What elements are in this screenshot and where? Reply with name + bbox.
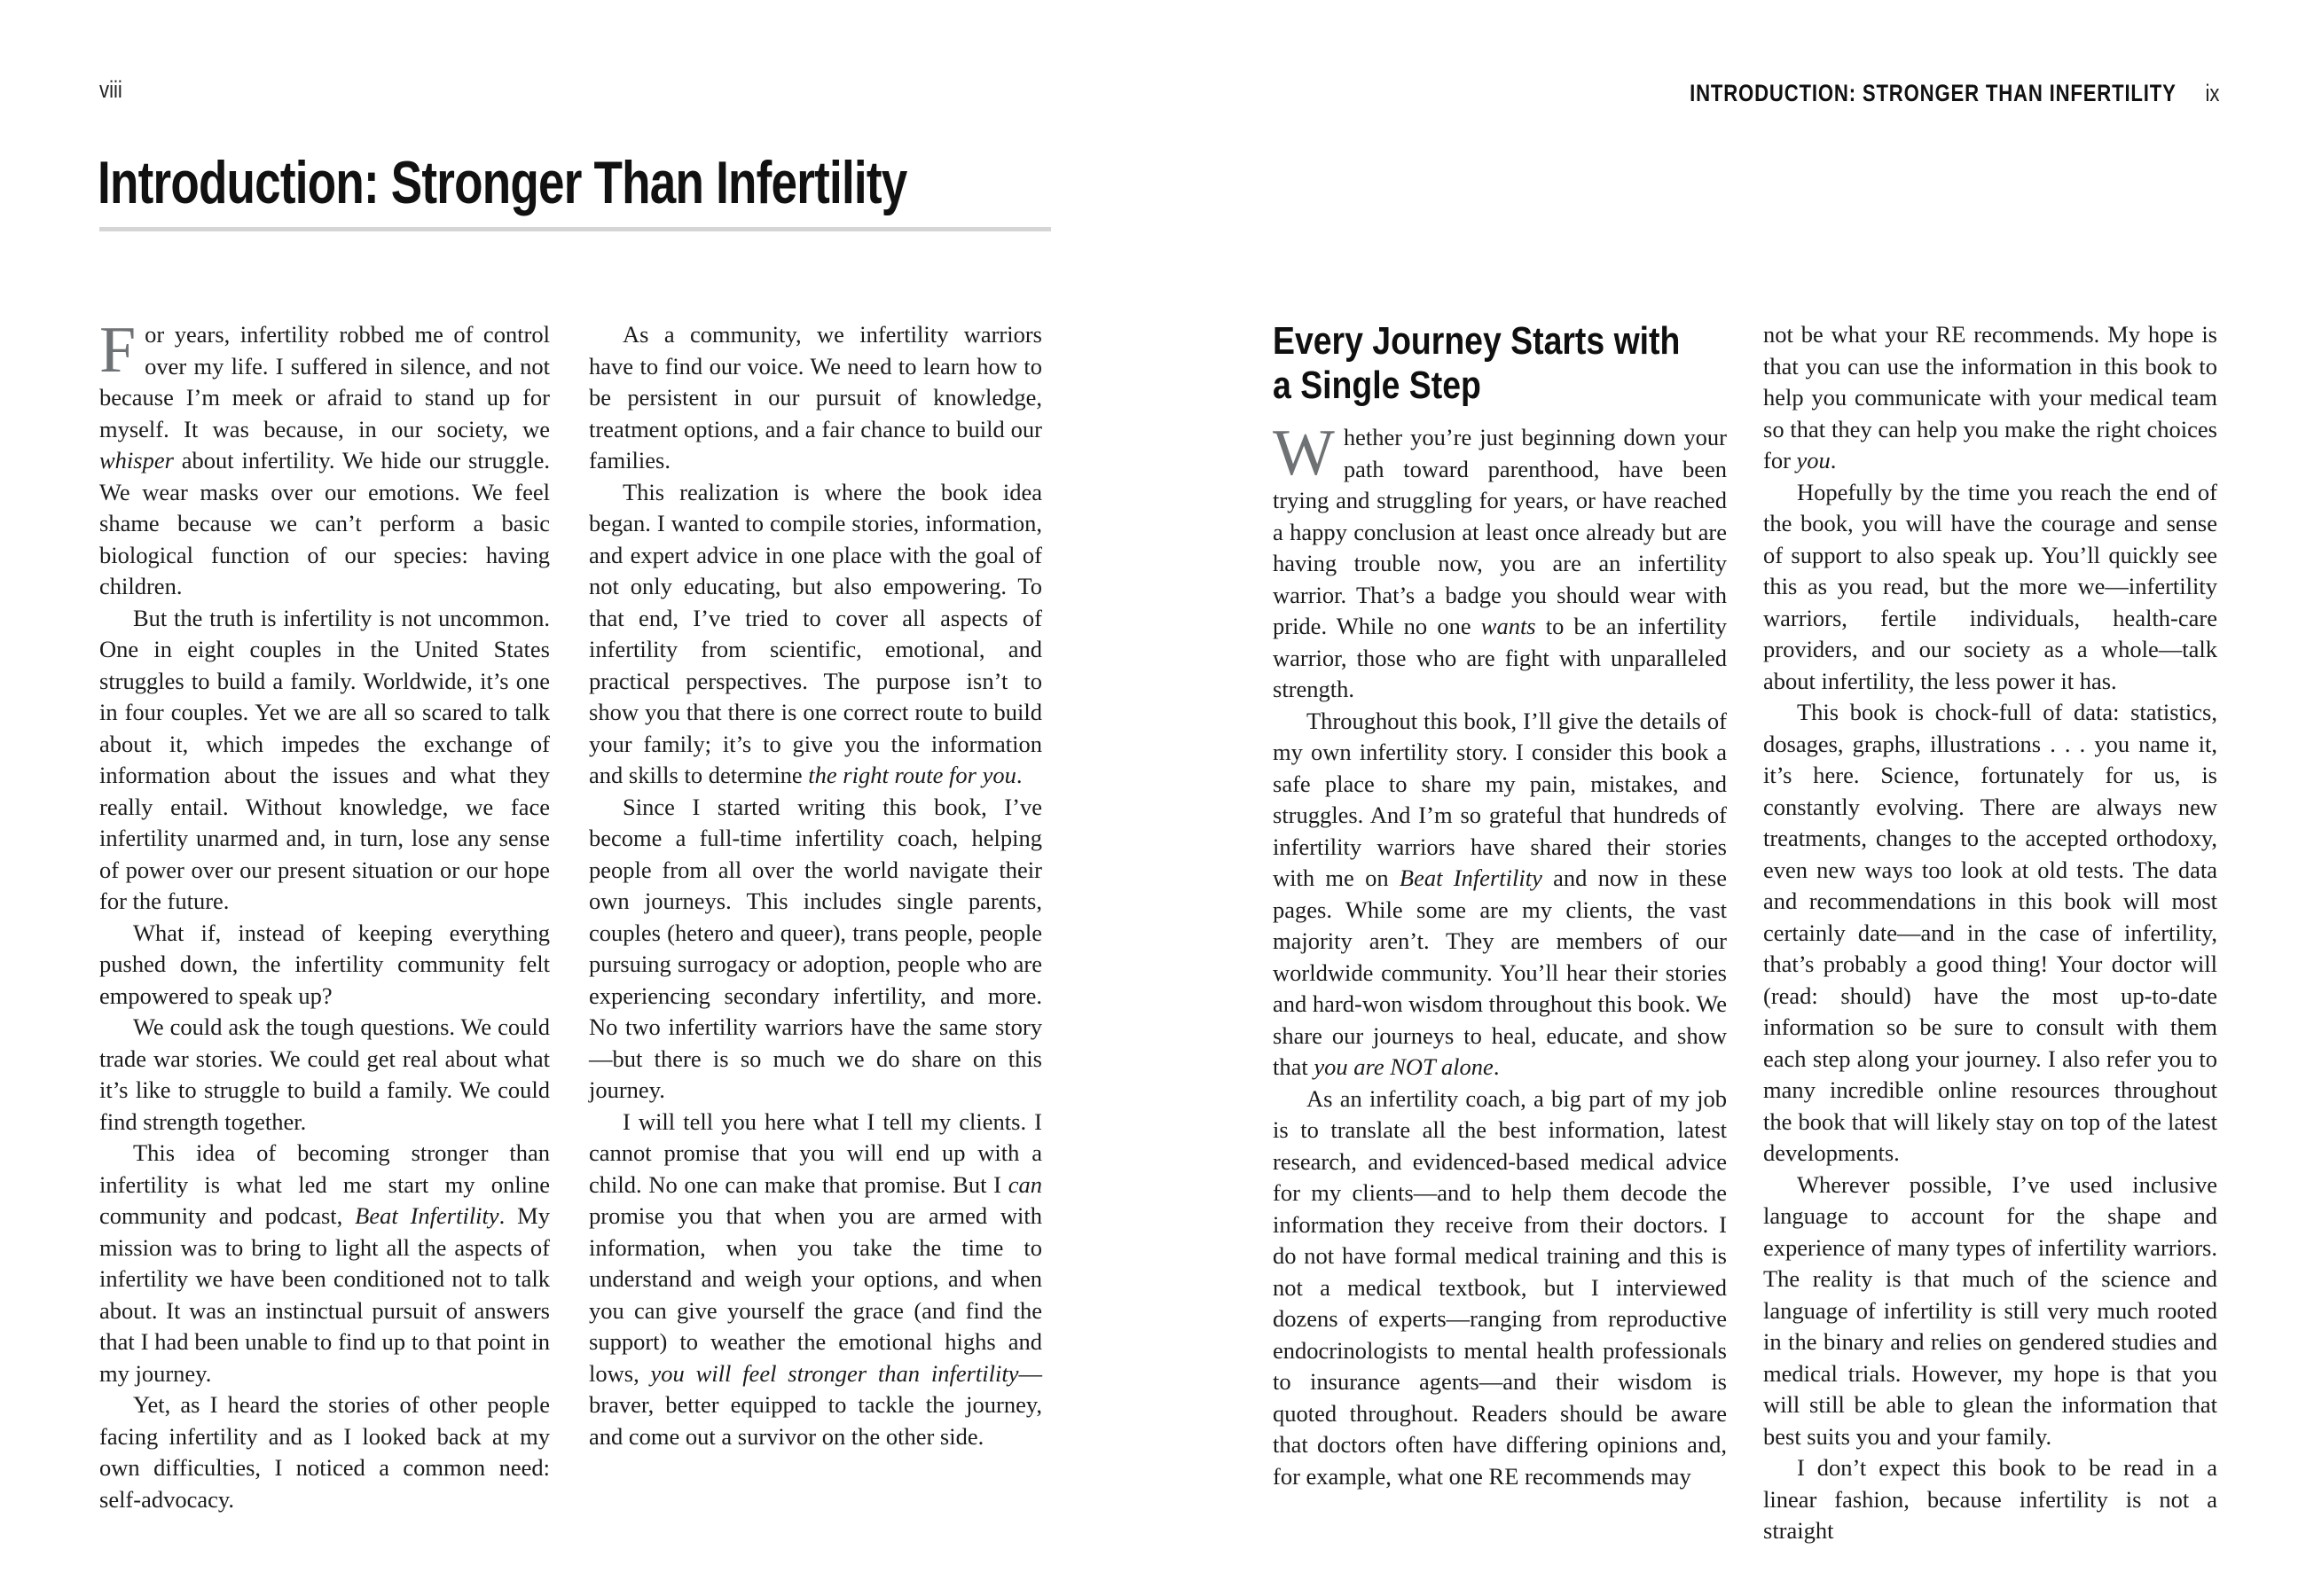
paragraph: What if, instead of keeping everything pushed down, the infertility community felt empowered to speak up? <box>99 919 550 1009</box>
paragraph: Yet, as I heard the stories of other people facing infertility and as I looked back at my own difficulties, I noticed a common need: self-advocacy. <box>99 1391 550 1513</box>
page-number-right: ix <box>2205 80 2219 106</box>
paragraph: This idea of becoming stronger than infertility is what led me start my online community and podcast, Beat Infertility. My mission was to bring to light all the aspects of infertility we have been conditioned not to talk about. It was an instinctual pursuit of answers that I had been unable to find up to that point in my journey. <box>99 1139 550 1387</box>
paragraph: We could ask the tough questions. We could trade war stories. We could get real about what it’s like to struggle to build a family. We could find strength together. <box>99 1013 550 1135</box>
paragraph: I don’t expect this book to be read in a linear fashion, because infertility is not a straight <box>1763 1454 2217 1544</box>
paragraph: As an infertility coach, a big part of my job is to translate all the best information, latest research, and evidenced-based medical advice for my clients—and to help them decode the information they receive from their doctors. I do not have formal medical training and this is not a medical textbook, but I interviewed dozens of experts—ranging from reproductive endocrinologists to mental health professionals to insurance agents—and their wisdom is quoted throughout. Readers should be aware that doctors often have differing opinions and, for example, what one RE recommends may <box>1273 1084 1727 1490</box>
page-number-left-text: viii <box>99 76 122 103</box>
paragraph: Since I started writing this book, I’ve become a full-time infertility coach, helping people from all over the world navigate their own journeys. This includes single parents, couples (hetero and queer), trans people, people pursuing surrogacy or adoption, people who are experiencing secondary infertility, and more. No two infertility warriors have the same story—but there is so much we do share on this journey. <box>589 793 1042 1103</box>
paragraph: But the truth is infertility is not uncommon. One in eight couples in the United States struggles to build a family. Worldwide, it’s one in four couples. Yet we are all so scared to talk about it, which impedes the exchange of information about the issues and what they really entail. Without knowledge, we face infertility unarmed and, in turn, lose any sense of power over our present situation or our hope for the future. <box>99 604 550 914</box>
paragraph: I will tell you here what I tell my clients. I cannot promise that you will end up with a child. No one can make that promise. But I can promise you that when you are armed with information, when you take the time to understand and weigh your options, and when you can give yourself the grace (and find the support) to weather the emotional highs and lows, you will feel stronger than infertility—braver, better equipped to tackle the journey, and come out a survivor on the other side. <box>589 1107 1042 1450</box>
drop-cap: W <box>1273 417 1335 489</box>
drop-cap: F <box>99 314 137 387</box>
right-column-2 <box>1763 319 2217 1547</box>
paragraph: This realization is where the book idea began. I wanted to compile stories, information, and expert advice in one place with the goal of not only educating, but also empowering. To that end, I’ve tried to cover all aspects of infertility from scientific, emotional, and practical perspectives. The purpose isn’t to show you that there is one correct route to build your family; it’s to give you the information and skills to determine the right route for you. <box>589 478 1042 788</box>
paragraph: Wherever possible, I’ve used inclusive language to account for the shape and experience of many types of infertility warriors. The reality is that much of the science and language of infertility is still very much rooted in the binary and relies on gendered studies and medical trials. However, my hope is that you will still be able to glean the information that best suits you and your family. <box>1763 1170 2217 1450</box>
running-header <box>1690 80 2219 107</box>
paragraph: For years, infertility robbed me of control over my life. I suffered in silence, and not because I’m meek or afraid to stand up for myself. It was because, in our society, we whisper about infertility. We hide our struggle. We wear masks over our emotions. We feel shame because we can’t perform a basic biological function of our species: having children. <box>99 314 550 599</box>
paragraph: As a community, we infertility warriors have to find our voice. We need to learn how to be persistent in our pursuit of knowledge, treatment options, and a fair chance to build our families. <box>589 321 1042 473</box>
right-column-1 <box>1273 319 1727 1492</box>
paragraph: Hopefully by the time you reach the end of the book, you will have the courage and sense of support to also speak up. You’ll quickly see this as you read, but the more we—infertility warriors, fertile individuals, health-care providers, and our society as a whole—talk about infertility, the less power it has. <box>1763 478 2217 694</box>
paragraph: Whether you’re just beginning down your path toward parenthood, have been trying and struggling for years, or have reached a happy conclusion at least once already but are having trouble now, you are an infertility warrior. That’s a badge you should wear with pride. While no one wants to be an infertility warrior, those who are fight with unparalleled strength. <box>1273 417 1727 702</box>
paragraph: Throughout this book, I’ll give the details of my own infertility story. I consider this book a safe place to share my pain, mistakes, and struggles. And I’m so grateful that hundreds of infertility warriors have shared their stories with me on Beat Infertility and now in these pages. While some are my clients, the vast majority aren’t. They are members of our worldwide community. You’ll hear their stories and hard-won wisdom throughout this book. We share our journeys to heal, educate, and show that you are NOT alone. <box>1273 707 1727 1080</box>
section-heading: Every Journey Starts with a Single Step <box>1273 319 1681 407</box>
chapter-title-text: Introduction: Stronger Than Infertility <box>98 149 907 216</box>
running-header-title: INTRODUCTION: STRONGER THAN INFERTILITY <box>1689 80 2177 106</box>
paragraph: not be what your RE recommends. My hope is that you can use the information in this book to help you communicate with your medical team so that they can help you make the right choices for you. <box>1763 321 2217 473</box>
right-column-1-text <box>1273 417 1727 1492</box>
paragraph: This book is chock-full of data: statistics, dosages, graphs, illustrations . . . you name it, it’s here. Science, fortunately for us, is constantly evolving. There are always new treatments, changes to the accepted orthodoxy, even new ways too look at old tests. The data and recommendations in this book will most certainly date—and in the case of infertility, that’s probably a good thing! Your doctor will (read: should) have the most up-to-date information so be sure to consult with them each step along your journey. I also refer you to many incredible online resources throughout the book that will likely stay on top of the latest developments. <box>1763 699 2217 1166</box>
